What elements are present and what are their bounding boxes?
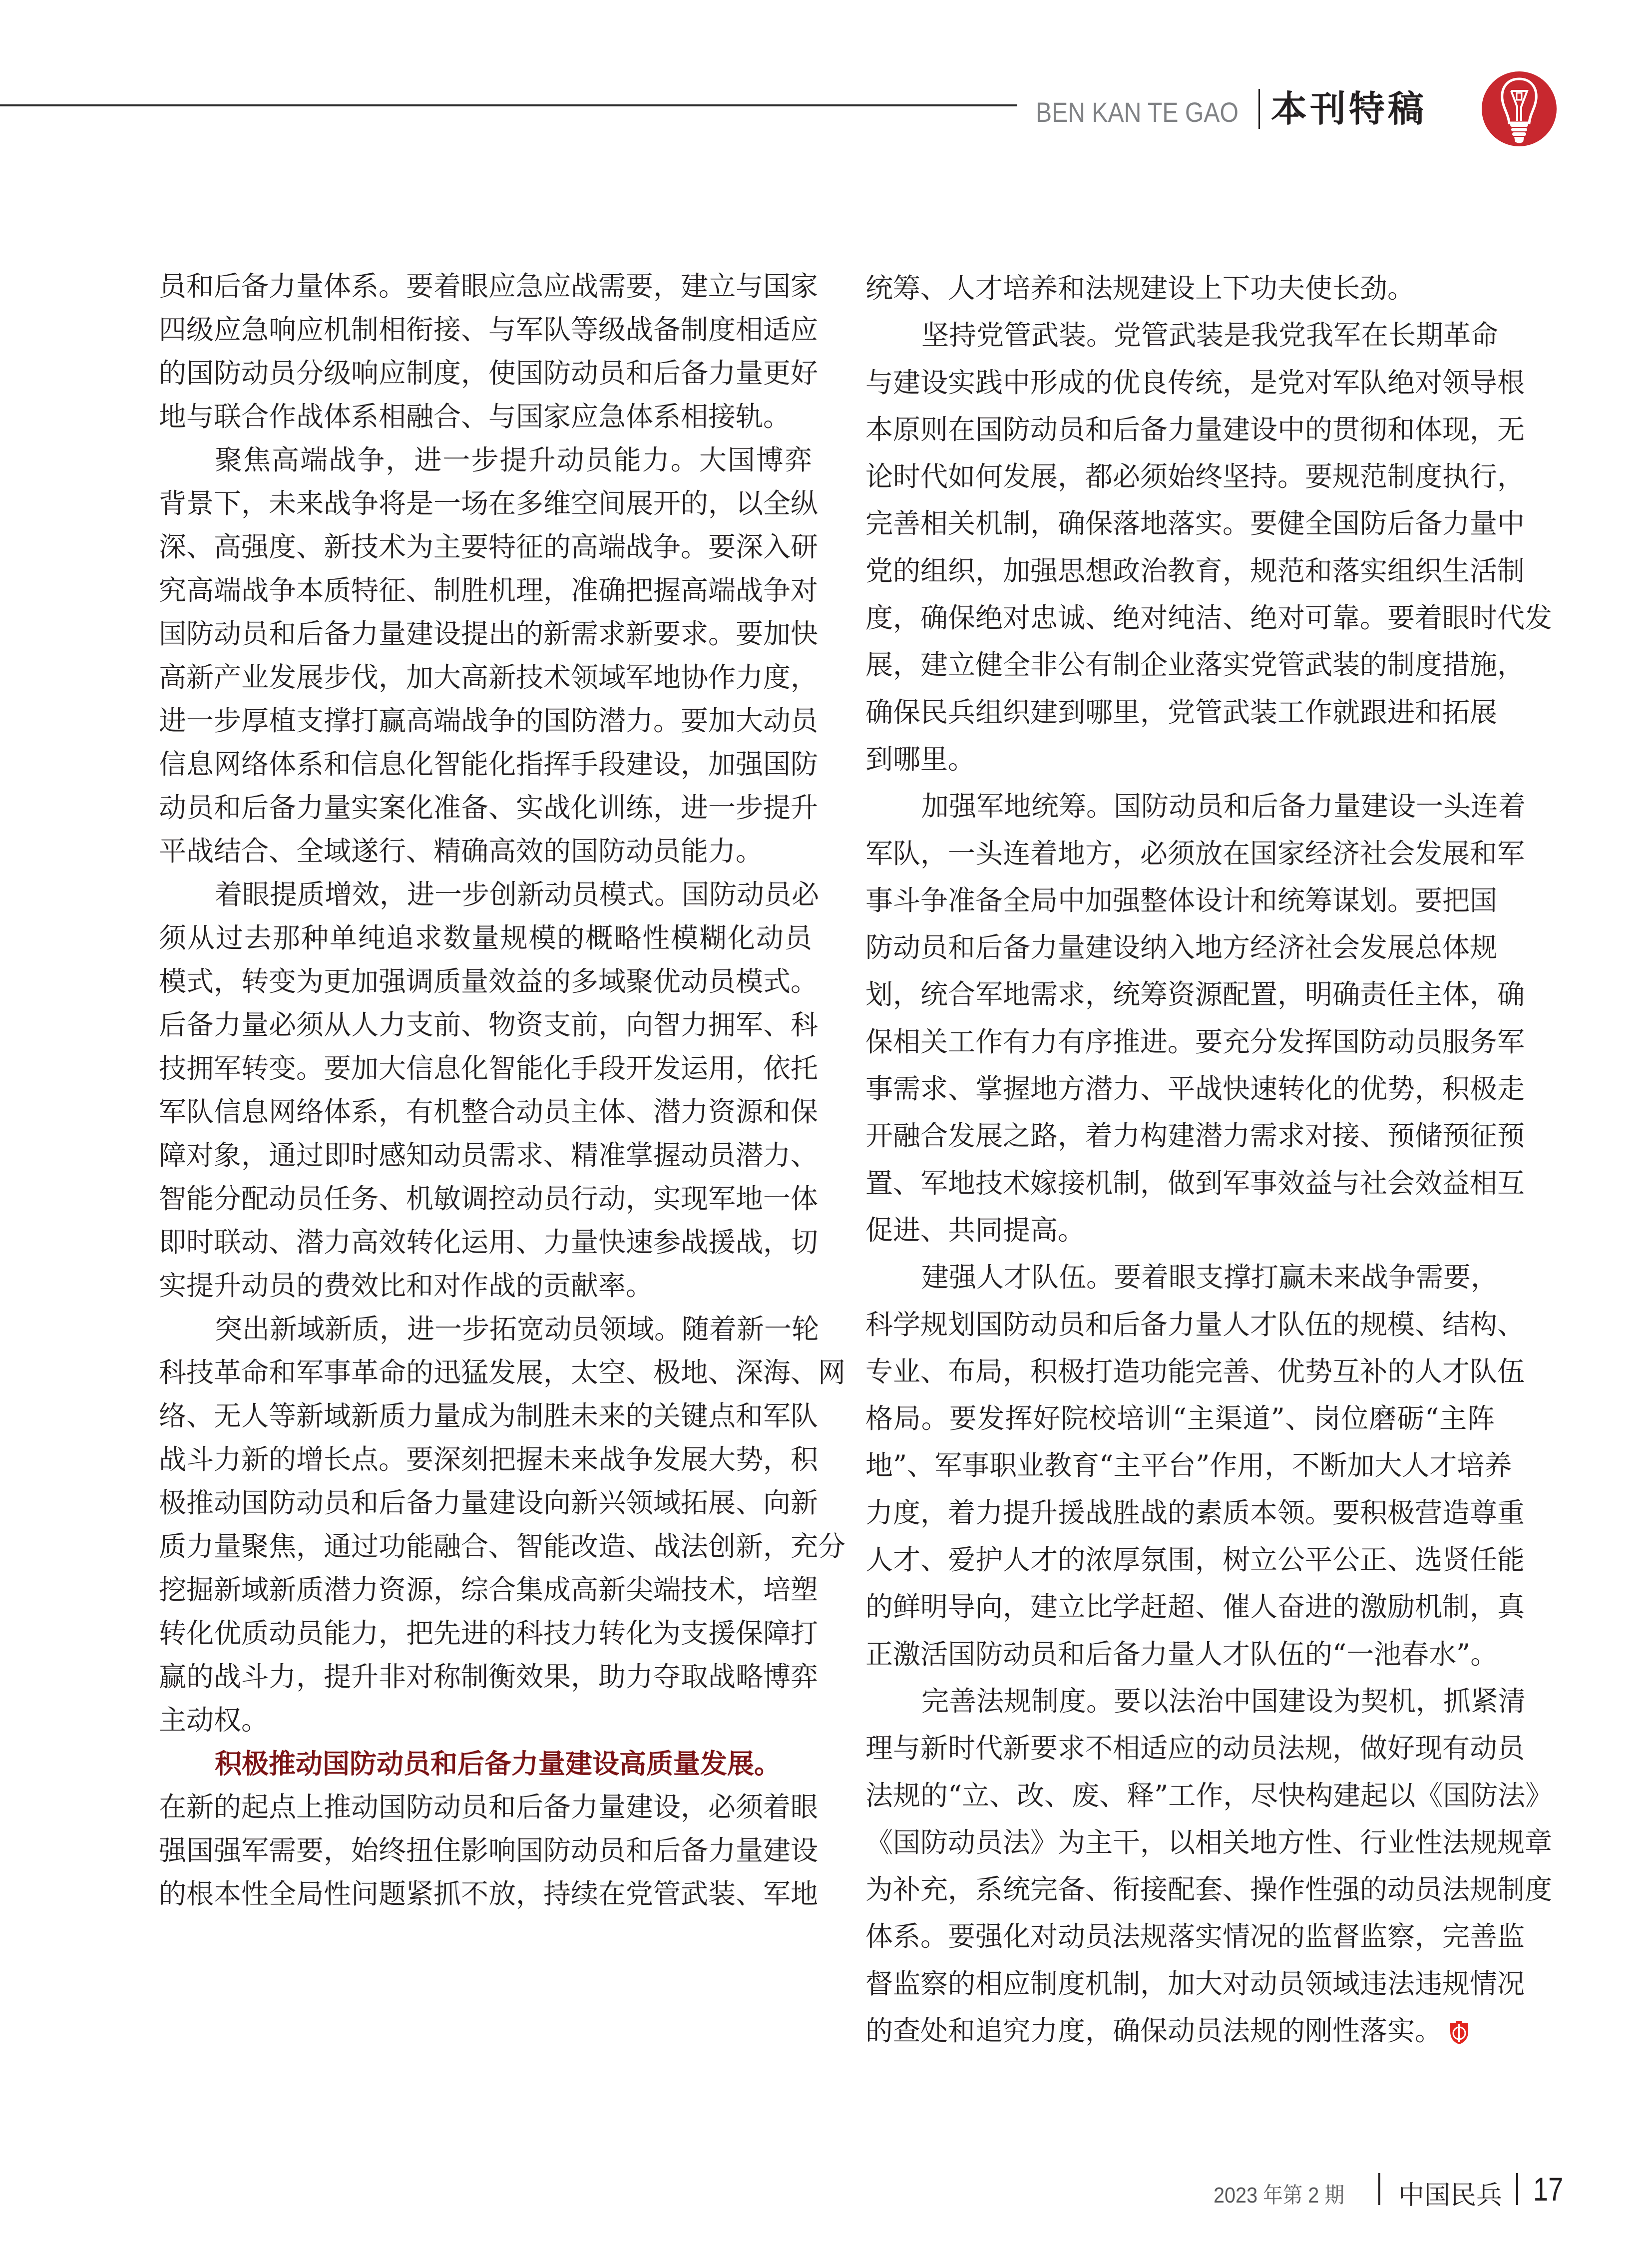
text-line: 在新的起点上推动国防动员和后备力量建设，必须着眼 (159, 1791, 819, 1823)
text-line: 国防动员和后备力量建设提出的新需求新要求。要加快 (159, 618, 819, 650)
text-line: 四级应急响应机制相衔接、与军队等级战备制度相适应 (159, 314, 819, 346)
text-line: 智能分配动员任务、机敏调控动员行动，实现军地一体 (159, 1183, 819, 1215)
text-line: 科技革命和军事革命的迅猛发展，太空、极地、深海、网 (159, 1356, 846, 1388)
text-line: 科学规划国防动员和后备力量人才队伍的规模、结构、 (865, 1308, 1525, 1341)
text-line: 挖掘新域新质潜力资源，综合集成高新尖端技术，培塑 (159, 1574, 819, 1606)
text-line: 确保民兵组织建到哪里，党管武装工作就跟进和拓展 (865, 696, 1498, 728)
text-line: 背景下，未来战争将是一场在多维空间展开的，以全纵 (159, 487, 819, 519)
text-line: 质力量聚焦，通过功能融合、智能改造、战法创新，充分 (159, 1530, 846, 1562)
text-line: 防动员和后备力量建设纳入地方经济社会发展总体规 (865, 931, 1498, 964)
text-line: 转化优质动员能力，把先进的科技力转化为支援保障打 (159, 1617, 819, 1649)
text-line: 的国防动员分级响应制度，使国防动员和后备力量更好 (159, 357, 819, 389)
militia-emblem-icon (1449, 2021, 1469, 2045)
text-line: 地”、军事职业教育“主平台”作用，不断加大人才培养 (865, 1449, 1512, 1482)
footer-divider (1378, 2173, 1380, 2205)
text-line: 与建设实践中形成的优良传统，是党对军队绝对领导根 (865, 366, 1525, 399)
text-line: 本原则在国防动员和后备力量建设中的贯彻和体现，无 (865, 413, 1525, 446)
text-line: 军队，一头连着地方，必须放在国家经济社会发展和军 (865, 837, 1525, 870)
header-divider (1258, 89, 1260, 129)
text-line: 后备力量必须从人力支前、物资支前，向智力拥军、科 (159, 1009, 819, 1041)
text-line: 保相关工作有力有序推进。要充分发挥国防动员服务军 (865, 1025, 1525, 1058)
footer-divider (1516, 2173, 1518, 2205)
text-line: 正激活国防动员和后备力量人才队伍的“一池春水”。 (865, 1638, 1498, 1670)
text-line: 技拥军转变。要加大信息化智能化手段开发运用，依托 (159, 1052, 819, 1084)
left-column (159, 265, 846, 1916)
text-line: 事斗争准备全局中加强整体设计和统筹谋划。要把国 (865, 884, 1498, 916)
text-line: 格局。要发挥好院校培训“主渠道”、岗位磨砺“主阵 (865, 1402, 1495, 1435)
text-line: 赢的战斗力，提升非对称制衡效果，助力夺取战略博弈 (159, 1661, 819, 1693)
text-line: 信息网络体系和信息化智能化指挥手段建设，加强国防 (159, 748, 819, 780)
text-line: 究高端战争本质特征、制胜机理，准确把握高端战争对 (159, 574, 819, 606)
text-line: 促进、共同提高。 (865, 1214, 1086, 1246)
magazine-name: 中国民兵 (1398, 2181, 1503, 2211)
text-line: 完善法规制度。要以法治中国建设为契机，抓紧清 (921, 1685, 1526, 1717)
text-line: 力度，着力提升援战胜战的素质本领。要积极营造尊重 (865, 1496, 1525, 1529)
text-line: 党的组织，加强思想政治教育，规范和落实组织生活制 (865, 554, 1525, 587)
text-line: 障对象，通过即时感知动员需求、精准掌握动员潜力、 (159, 1139, 819, 1171)
text-line: 模式，转变为更加强调质量效益的多域聚优动员模式。 (159, 965, 819, 997)
text-line: 的根本性全局性问题紧抓不放，持续在党管武装、军地 (159, 1878, 819, 1910)
text-line: 统筹、人才培养和法规建设上下功夫使长劲。 (865, 272, 1415, 304)
text-line: 高新产业发展步伐，加大高新技术领域军地协作力度， (159, 661, 819, 693)
text-line: 突出新域新质，进一步拓宽动员领域。随着新一轮 (215, 1313, 820, 1345)
text-line: 《国防动员法》为主干，以相关地方性、行业性法规规章 (865, 1826, 1553, 1858)
text-line: 军队信息网络体系，有机整合动员主体、潜力资源和保 (159, 1096, 819, 1128)
text-line: 络、无人等新域新质力量成为制胜未来的关键点和军队 (159, 1400, 819, 1432)
text-line: 极推动国防动员和后备力量建设向新兴领域拓展、向新 (159, 1487, 819, 1519)
text-line: 实提升动员的费效比和对作战的贡献率。 (159, 1270, 654, 1302)
issue-label: 2023 年第 2 期 (1214, 2183, 1344, 2208)
page-number: 17 (1533, 2171, 1564, 2208)
text-line: 地与联合作战体系相融合、与国家应急体系相接轨。 (159, 401, 791, 433)
text-line: 进一步厚植支撑打赢高端战争的国防潜力。要加大动员 (159, 705, 819, 737)
right-column (865, 265, 1553, 2054)
text-line: 完善相关机制，确保落地落实。要健全国防后备力量中 (865, 507, 1525, 540)
text-line: 体系。要强化对动员法规落实情况的监督监察，完善监 (865, 1920, 1525, 1953)
text-line: 为补充，系统完备、衔接配套、操作性强的动员法规制度 (865, 1873, 1553, 1906)
section-title: 本刊特稿 (1271, 88, 1427, 130)
section-heading: 积极推动国防动员和后备力量建设高质量发展。 (215, 1748, 781, 1780)
lightbulb-icon (1481, 71, 1557, 147)
text-line: 法规的“立、改、废、释”工作，尽快构建起以《国防法》 (865, 1779, 1553, 1811)
text-line: 展，建立健全非公有制企业落实党管武装的制度措施， (865, 649, 1525, 681)
text-line: 即时联动、潜力高效转化运用、力量快速参战援战，切 (159, 1226, 819, 1258)
text-line: 事需求、掌握地方潜力、平战快速转化的优势，积极走 (865, 1073, 1525, 1105)
text-line: 划，统合军地需求，统筹资源配置，明确责任主体，确 (865, 978, 1525, 1011)
text-line: 的查处和追究力度，确保动员法规的刚性落实。 (865, 2007, 1495, 2054)
text-line: 聚焦高端战争，进一步提升动员能力。大国博弈 (215, 444, 812, 476)
text-line: 着眼提质增效，进一步创新动员模式。国防动员必 (215, 879, 820, 910)
text-line: 置、军地技术嫁接机制，做到军事效益与社会效益相互 (865, 1167, 1525, 1199)
text-line: 须从过去那种单纯追求数量规模的概略性模糊化动员 (159, 922, 812, 954)
text-line: 督监察的相应制度机制，加大对动员领域违法违规情况 (865, 1967, 1525, 2000)
text-line: 的鲜明导向，建立比学赶超、催人奋进的激励机制，真 (865, 1591, 1525, 1623)
text-line: 主动权。 (159, 1704, 269, 1736)
text-line: 坚持党管武装。党管武装是我党我军在长期革命 (921, 319, 1499, 352)
text-line: 专业、布局，积极打造功能完善、优势互补的人才队伍 (865, 1355, 1525, 1387)
text-line: 深、高强度、新技术为主要特征的高端战争。要深入研 (159, 531, 819, 563)
text-line: 度，确保绝对忠诚、绝对纯洁、绝对可靠。要着眼时代发 (865, 602, 1553, 634)
section-pinyin: BEN KAN TE GAO (1036, 96, 1239, 128)
text-line: 论时代如何发展，都必须始终坚持。要规范制度执行， (865, 460, 1525, 493)
text-line: 员和后备力量体系。要着眼应急应战需要，建立与国家 (159, 270, 819, 302)
text-line: 战斗力新的增长点。要深刻把握未来战争发展大势，积 (159, 1443, 819, 1475)
text-line: 平战结合、全域遂行、精确高效的国防动员能力。 (159, 835, 764, 867)
text-line: 强国强军需要，始终扭住影响国防动员和后备力量建设 (159, 1834, 819, 1866)
text-line: 理与新时代新要求不相适应的动员法规，做好现有动员 (865, 1732, 1525, 1765)
text-line: 加强军地统筹。国防动员和后备力量建设一头连着 (921, 790, 1526, 823)
text-line: 建强人才队伍。要着眼支撑打赢未来战争需要， (921, 1261, 1499, 1294)
header-rule (0, 104, 1017, 106)
text-line: 人才、爱护人才的浓厚氛围，树立公平公正、选贤任能 (865, 1544, 1525, 1576)
text-line: 到哪里。 (865, 743, 976, 775)
text-line: 动员和后备力量实案化准备、实战化训练，进一步提升 (159, 792, 819, 824)
text-line: 开融合发展之路，着力构建潜力需求对接、预储预征预 (865, 1120, 1525, 1152)
